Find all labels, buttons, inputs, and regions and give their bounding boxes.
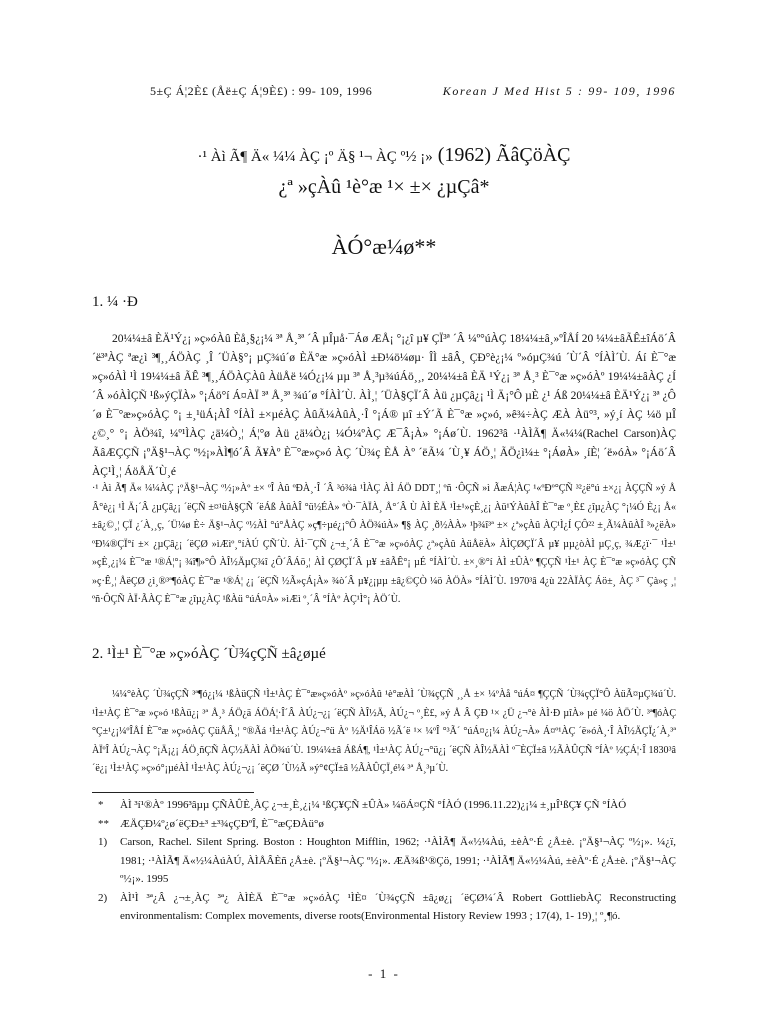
intro-paragraph xyxy=(92,330,676,482)
paragraph-text: 20¼¼±â ÈÄ¹Ý¿¡ »ç»óÀû Èå¸§¿¡¼ ³ª Å¸³ª ´Â µÎµå·¯Áø ÆÅ¡ °¡¿î µ¥ ÇÏ³ª ´Â ¼º°úÀÇ 18¼¼±â¸»ºÎÅÍ 20 ¼¼±âÃÊ±îÁö´Â ´ë³ªÀÇ ªæ¿ì ³¶¸¸ÁÖÀÇ ¸Î ´ÜÀ§°¡ µÇ¾ú´ø ÈÄ°æ »ç»óÀÌ ±Ð¼ö¼øµ· ÎÌ ±âÂ¸ ÇÐ°è¿¡¼ º»óµÇ¾ú ´Ù´Â °ÍÀÌ´Ù. Áí È¯°æ »ç»óÀÌ ¹Ì 19¼¼±â ÃÊ ³¶¸¸ÁÖÀÇÀû ÀüÅë ¼Ó¿¡¼ µµ ³ª Å¸³µ¾úÁö¸¸, 20¼¼±â ÈÄ ¹Ý¿¡ ³ª Å¸³ È¯°æ »ç»óÀº 19¼¼±âÀÇ ¿Í´Â »óÀÌÇÑ ¹ß»ýÇÏÀ» °¡Áö°í Á¤ÀÏ ³ª Å¸³ª ¾ú´ø °ÍÀÌ´Ù. ÀÌ¸¦ ´ÜÀ§ÇÏ´Â Àü ¿µÇâ¿¡ ¹Ì Ä¡°Ô µÈ ¿¹ Áß 20¼¼±â ÈÄ¹Ý¿¡ ³ª ¿Ô´ø È¯°æ»ç»óÀÇ °¡ ±¸¹üÁ¡ÀÎ °ÍÀÌ ±×µéÀÇ ÀûÃ¼ÀûÀ¸·Î °¡Á® µî ±Ý´Ã È¯°æ »ç»ó, »ê¾÷ÀÇ ÆÀ Àü°³, »ý¸í ÀÇ ¼ö µÎ ¿©¸° °¡ ÀÖ¾î, ¼º¹ÌÀÇ ¿ä¼Ò¸¦ Á¦°ø Àü ¿ä¼Ò¿¡ ¼Ó¼ºÀÇ Æ¯Â¡À» °¡Áø´Ù. 1962³â ·¹ÀÌÃ¶ Ä«¼¼(Rachel Carson)ÀÇ ÃâÆÇÇÑ ¡ºÄ§¹¬ÀÇ º½¡»ÀÌ¶ó´Â Ã¥Àº È¯°æ»ç»ó ÀÇ ´Ù¾ç ÈÅ Àº ´ëÃ¼ ´Ù¸¥ ÁÖ¸¦ ÃÖ¿ì¼± °¡ÁøÀ» ¸íÈ¦ ´ë»óÀ» °¡Áö´Â ÀÇ¹Ì¸¦ ÁöÅÄ´Ù¸é xyxy=(92,333,676,478)
footnote-mark: ** xyxy=(98,817,109,830)
footnote-item xyxy=(98,796,676,815)
footnote-text: ÀÌ¹Ì ³ª¿Â ¿¬±¸ÀÇ ³ª¿ ÀÌÈÄ È¯°æ »ç»óÀÇ ¹ÌÈ¤ ´Ù¾çÇÑ ±â¿ø¿¡ ´ëÇØ¼´Â Robert GottliebÀÇ Reconstructing environmentalism: Complex movements, diverse roots(Environmental History Review 1993 ; 17(4), 1- 19)¸¦ º¸¶ó. xyxy=(120,891,676,922)
footnote-text: ÀÌ ³í¹®Àº 1996³âµµ ÇÑÀÛÈ¸ÀÇ ¿¬±¸È¸¿¡¼ ¹ßÇ¥ÇÑ ±ÛÀ» ¼öÁ¤ÇÑ °ÍÀÓ (1996.11.22)¿¡¼ ±¸µÎ¹ßÇ¥ ÇÑ °ÍÀÓ xyxy=(120,799,627,811)
footnote-mark: * xyxy=(98,799,104,811)
section-heading-2: 2. ¹Ì±¹ È¯°æ »ç»óÀÇ ´Ù¾çÇÑ ±â¿øµé xyxy=(92,646,326,662)
footnote-text: Carson, Rachel. Silent Spring. Boston : Houghton Mifflin, 1962; ·¹ÀÌÃ¶ Ä«½¼Àú, ±èÀº·É ¿Å±è. ¡ºÄ§¹¬ÀÇ º½¡». ¼¿ï, 1981; ·¹ÀÌÃ¶ Ä«½¼ÀúÀÚ, ÀÌÅÂÈñ ¿Å±è. ¡ºÄ§¹¬ÀÇ º½¡». ÆÄ¾ß¹®Çö, 1991; ·¹ÀÌÃ¶ Ä«½¼Àú, ±èÀº·É ¿Å±è. ¡ºÄ§¹¬ÀÇ º½¡». 1995 xyxy=(120,836,676,885)
title-line-1-prefix: ·¹ Àì Ã¶ Ä« ¼¼ ÀÇ ¡º Ä§ ¹¬ ÀÇ º½ ¡» xyxy=(197,149,433,165)
footnote-item xyxy=(98,889,676,926)
paragraph-text: ¼¼°èÀÇ ´Ù¾çÇÑ ³ª¶ó¿¡¼ ¹ßÀüÇÑ ¹Ì±¹ÀÇ È¯°æ»ç»óÀº »ç»óÀû ¹è°æÀÌ ´Ù¾çÇÑ ¸¸Å ±× ¼ºÀå °úÁ¤ ¶ÇÇÑ ´Ù¾çÇÏ°Ô ÀüÃ¤µÇ¾ú´Ù. ¹Ì±¹ÀÇ È¯°æ »ç»ó ¹ßÀü¿¡ ³ª Å¸³ ÁÖ¿ä ÁÖÁ¦·Î´Â ÀÚ¿¬¿¡ ´ëÇÑ ÀÎ½Ä, ÀÚ¿¬ º¸È£, »ý Å Â ÇÐ ¹× ¿Ü ¿¬°è ÀÌ·Ð µîÀ» µé ¼ö ÀÖ´Ù. ³ª¶óÀÇ °Ç±¹¿¡¼ºÎÅÍ È¯°æ »ç»óÀÇ ÇüÅÂ¸¦ °®Ãá ¹Ì±¹ÀÇ ÀÚ¿¬°ü Àº ½Ä¹ÎÁö ½Ã´ë ¹× ¼ºÎ °³Ã´ °úÁ¤¿¡¼ ÀÚ¿¬À» Á¤º¹ÀÇ ´ë»óÀ¸·Î ÀÎ½ÄÇÏ¿´À¸³ª ÀÏºÎ ÀÚ¿¬ÀÇ °¡Ä¡¿¡ ÁÖ¸ñÇÑ ÀÇ½ÄÀÌ ÀÖ¾ú´Ù. 19¼¼±â ÁßÁ¶, ¹Ì±¹ÀÇ ÀÚ¿¬°ü¿¡ ´ëÇÑ ÀÎ½ÄÀÌ º¯ÈÇÏ±â ½ÃÀÛÇÑ °ÍÀº ½ÇÁ¦·Î 1830³â´ë¿¡ ¹Ì±¹ÀÇ »ç»ó°¡µéÀÌ ¹Ì±¹ÀÇ ÀÚ¿¬¿¡ ´ëÇØ ´Ù½Ã »ý°¢ÇÏ±â ½ÃÀÛÇÏ¸é¼ ³ª Å¸³µ´Ù. xyxy=(92,689,676,774)
running-head-left: 5±Ç Á¦2È£ (Åë±Ç Á¦9È£) : 99- 109, 1996 xyxy=(150,84,373,98)
paragraph-text: ·¹ Àì Ã¶ Ä« ¼¼ÀÇ ¡ºÄ§¹¬ÀÇ º½¡»Àº ±× ºÎ Àû ºÐÀ¸·Î ´Â ³ó¾à ¹ÌÀÇ ÀÌ ÁÖ DDT¸¦ ºñ ·ÔÇÑ »ì ÃæÁ¦ÀÇ ¹«ºÐº°ÇÑ ³²¿ë°ú ±×¿¡ ÀÇÇÑ »ý Å Â°è¿¡ ¹Ì Ä¡´Â ¿µÇâ¿¡ ´ëÇÑ ±¤¹üÀ§ÇÑ ´ëÁß ÀûÀÎ °ü½ÉÀ» ºÒ·¯ÀÏÀ¸ Å°´Â Ù ÀÌ ÈÄ ¹Ì±¹»çÈ¸¿¡ Àü¹ÝÀûÀÎ È¯°æ º¸È£ ¿îµ¿ÀÇ °¡¼Ó È¿¡ Å« ±â¿©¸¦ ÇÏ ¿´À¸¸ç, ´Ü¼ø È÷ Ä§¹¬ÀÇ º½ÀÌ °ú°ÅÀÇ »ç¶÷µé¿¡°Ô ÀÖ¾úÀ» ¶§ ÀÇ ¸ð½ÀÀ» ¹þ¾î³ª ±× ¿ª»çÀû ÀÇ¹Ì¿Í ÇÔ²² ±¸Ã¼ÀûÀÎ ³»¿ëÀ» ºÐ¼®ÇÏ°í ±× ¿µÇâ¿¡ ´ëÇØ »ìÆìº¸°íÀÚ ÇÑ´Ù. ÀÌ·¯ÇÑ ¿¬±¸´Â È¯°æ »ç»óÀÇ ¿ª»çÀû ÀüÅëÀ» ÀÌÇØÇÏ´Â µ¥ µµ¿òÀÌ µÇ¸ç, ¾Æ¿ï·¯ ¹Ì±¹ »çÈ¸¿¡¼ È¯°æ ¹®Á¦°¡ ¾î¶»°Ô ÀÎ½ÄµÇ¾î ¿Ô´ÂÁö¸¦ ÀÌ ÇØÇÏ´Â µ¥ ±âÃÊ°¡ µÉ °ÍÀÌ´Ù. ±×¸®°í ÀÌ ±ÛÀº ¶ÇÇÑ ¹Ì±¹ ÀÇ È¯°æ »ç»óÀÇ ÇÑ »ç·Ê¸¦ ÅëÇØ ¿ì¸®³ª¶óÀÇ È¯°æ ¹®Á¦ ¿¡ ´ëÇÑ ½Ã»çÁ¡À» ¾ò´Â µ¥¿¡µµ ±â¿©ÇÒ ¼ö ÀÖÀ» °ÍÀÌ´Ù. 1970³â 4¿ù 22ÀÏÀÇ Áö±¸ ÀÇ ³¯ Çà»ç ¸¦ ºñ·ÔÇÑ ÀÏ·ÃÀÇ È¯°æ ¿îµ¿ÀÇ ¹ßÀü °úÁ¤À» »ìÆì º¸´Â °ÍÀº ÀÇ¹Ì°¡ ÀÖ´Ù. xyxy=(92,483,676,605)
title-line-2: ¿ª »çÀû ¹è°æ ¹× ±× ¿µÇâ* xyxy=(278,176,490,198)
title-line-1-suffix: (1962) ÃâÇöÀÇ xyxy=(437,144,571,166)
running-head-right: Korean J Med Hist 5 : 99- 109, 1996 xyxy=(442,84,676,98)
author-name: ÀÓ°æ¼ø** xyxy=(331,234,437,259)
footnote-text: ÆÄÇÐ¼º¿ø´ëÇÐ±³ ±³¾çÇÐºÎ, È¯°æÇÐÀü°ø xyxy=(120,817,324,830)
footnotes xyxy=(98,796,676,926)
section-heading-1: 1. ¼ ·Ð xyxy=(92,294,138,310)
footnote-divider xyxy=(92,792,254,793)
footnote-mark: 2) xyxy=(98,891,108,904)
title-line-1 xyxy=(0,140,768,172)
intro-paragraph-continued xyxy=(92,480,676,610)
page-number: - 1 - xyxy=(368,966,400,981)
section-2-paragraph xyxy=(92,686,676,779)
footnote-item xyxy=(98,833,676,889)
article-title xyxy=(0,140,768,202)
footnote-mark: 1) xyxy=(98,836,108,848)
footnote-item xyxy=(98,815,676,834)
running-head xyxy=(150,84,676,102)
